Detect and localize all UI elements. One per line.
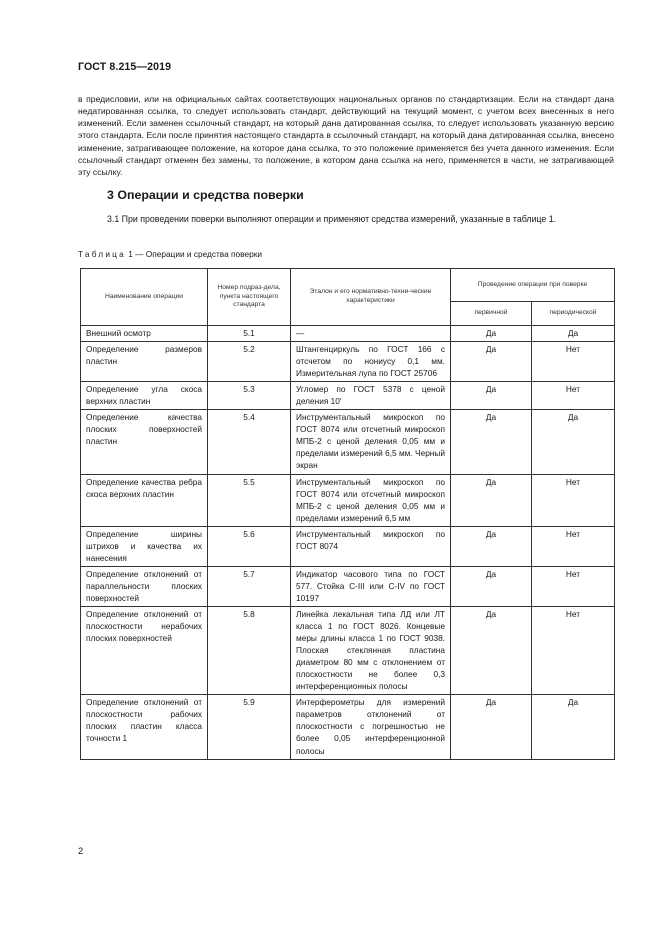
table-row: [81, 474, 615, 526]
header-standard: Эталон и его нормативно-техни-ческие характеристики: [291, 269, 451, 326]
table-caption-label: Таблица: [78, 249, 126, 259]
table-row: [81, 326, 615, 342]
cell-clause-number: 5.4: [208, 410, 291, 474]
cell-primary: Да: [451, 566, 532, 606]
cell-periodic: Нет: [532, 526, 615, 566]
cell-standard: Линейка лекальная типа ЛД или ЛТ класса 1 по ГОСТ 8026. Концевые меры длины класса 1 по ГОСТ 9038. Плоская стеклянная пластина диаметром 80 мм с отклонением от плоскостности не более 0,3 интерференционных полосы: [291, 606, 451, 694]
header-primary: первичной: [451, 302, 532, 326]
cell-primary: Да: [451, 474, 532, 526]
cell-periodic: Да: [532, 326, 615, 342]
cell-primary: Да: [451, 526, 532, 566]
page-number: 2: [78, 845, 84, 856]
cell-periodic: Да: [532, 410, 615, 474]
cell-clause-number: 5.7: [208, 566, 291, 606]
intro-paragraph: в предисловии, или на официальных сайтах соответствующих национальных органов по стандартизации. Если на стандарт дана недатированная ссылка, то следует использовать стандарт, действующий на текущий момент, с учетом всех внесенных в него изменений. Если заменен ссылочный стандарт, на который дана датированная ссылка, то следует использовать указанную версию этого стандарта. Если после принятия настоящего стандарта в ссылочный стандарт, на который дана датированная ссылка, внесено изменение, затрагивающее положение, на которое дана ссылка, то это положение применяется без учета данного изменения. Если ссылочный стандарт отменен без замены, то положение, в котором дана ссылка на него, применяется в части, не затрагивающей эту ссылку.: [78, 94, 614, 177]
table-caption-text: 1 — Операции и средства поверки: [128, 249, 262, 259]
cell-clause-number: 5.5: [208, 474, 291, 526]
header-operation-name: Наименование операции: [81, 269, 208, 326]
table-row: [81, 342, 615, 382]
cell-clause-number: 5.9: [208, 695, 291, 759]
section-paragraph: 3.1 При проведении поверки выполняют операции и применяют средства измерений, указанные в таблице 1.: [107, 214, 557, 224]
cell-operation-name: Внешний осмотр: [81, 326, 208, 342]
cell-primary: Да: [451, 606, 532, 694]
cell-operation-name: Определение качества плоских поверхностей пластин: [81, 410, 208, 474]
cell-operation-name: Определение отклонений от плоскостности нерабочих плоских поверхностей: [81, 606, 208, 694]
section-title: 3 Операции и средства поверки: [107, 188, 304, 202]
cell-operation-name: Определение угла скоса верхних пластин: [81, 382, 208, 410]
cell-primary: Да: [451, 326, 532, 342]
cell-standard: —: [291, 326, 451, 342]
table-row: [81, 606, 615, 694]
cell-operation-name: Определение ширины штрихов и качества их нанесения: [81, 526, 208, 566]
operations-table: [80, 268, 615, 760]
cell-periodic: Нет: [532, 566, 615, 606]
cell-periodic: Нет: [532, 342, 615, 382]
header-periodic: периодической: [532, 302, 615, 326]
cell-clause-number: 5.3: [208, 382, 291, 410]
cell-primary: Да: [451, 695, 532, 759]
cell-periodic: Нет: [532, 474, 615, 526]
cell-operation-name: Определение размеров пластин: [81, 342, 208, 382]
cell-periodic: Да: [532, 695, 615, 759]
cell-primary: Да: [451, 382, 532, 410]
table-row: [81, 382, 615, 410]
cell-clause-number: 5.8: [208, 606, 291, 694]
cell-standard: Индикатор часового типа по ГОСТ 577. Стойка С-III или С-IV по ГОСТ 10197: [291, 566, 451, 606]
cell-standard: Интерферометры для измерений параметров отклонений от плоскостности с погрешностью не более 0,05 интерференционной полосы: [291, 695, 451, 759]
table-row: [81, 695, 615, 759]
cell-clause-number: 5.2: [208, 342, 291, 382]
table-caption: [78, 249, 262, 259]
table-row: [81, 566, 615, 606]
cell-primary: Да: [451, 342, 532, 382]
cell-operation-name: Определение качества ребра скоса верхних пластин: [81, 474, 208, 526]
cell-primary: Да: [451, 410, 532, 474]
cell-clause-number: 5.1: [208, 326, 291, 342]
document-id: ГОСТ 8.215—2019: [78, 61, 172, 73]
cell-standard: Инструментальный микроскоп по ГОСТ 8074 или отсчетный микроскоп МПБ-2 с ценой деления 0,05 мм и пределами измерений 6,5 мм. Черный экран: [291, 410, 451, 474]
cell-standard: Инструментальный микроскоп по ГОСТ 8074 или отсчетный микроскоп МПБ-2 с ценой деления 0,05 мм и пределами измерений 6,5 мм: [291, 474, 451, 526]
table-row: [81, 410, 615, 474]
cell-standard: Штангенциркуль по ГОСТ 166 с отсчетом по нониусу 0,1 мм. Измерительная лупа по ГОСТ 25706: [291, 342, 451, 382]
cell-operation-name: Определение отклонений от параллельности плоских поверхностей: [81, 566, 208, 606]
cell-operation-name: Определение отклонений от плоскостности рабочих плоских пластин класса точности 1: [81, 695, 208, 759]
cell-clause-number: 5.6: [208, 526, 291, 566]
cell-periodic: Нет: [532, 382, 615, 410]
cell-standard: Инструментальный микроскоп по ГОСТ 8074: [291, 526, 451, 566]
header-clause-number: Номер подраз-дела, пункта настоящего стандарта: [208, 269, 291, 326]
header-conduct: Проведение операции при поверке: [451, 269, 615, 302]
cell-periodic: Нет: [532, 606, 615, 694]
table-body: [81, 326, 615, 760]
table-row: [81, 526, 615, 566]
cell-standard: Угломер по ГОСТ 5378 с ценой деления 10′: [291, 382, 451, 410]
